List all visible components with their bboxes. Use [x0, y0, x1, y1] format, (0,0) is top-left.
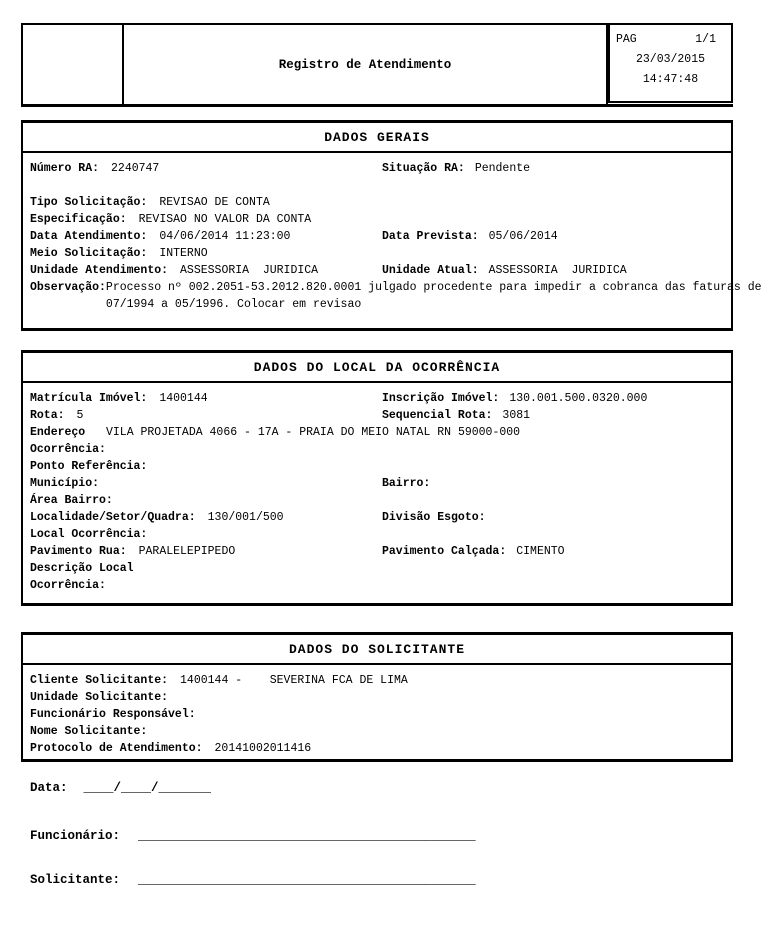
page-info-box [608, 23, 733, 103]
field-local-ocorrencia-label: Local Ocorrência: [30, 528, 148, 541]
field-pavimento-rua-value: PARALELEPIPEDO [138, 545, 236, 558]
field-rota [30, 407, 723, 424]
field-data-prevista [382, 228, 558, 245]
field-localidade-label: Localidade/Setor/Quadra: [30, 511, 196, 524]
report-title: Registro de Atendimento [278, 57, 452, 72]
field-localidade-value: 130/001/500 [207, 511, 284, 524]
field-inscricao-imovel-label: Inscrição Imóvel: [382, 392, 500, 405]
field-especificacao-value: REVISAO NO VALOR DA CONTA [138, 213, 312, 226]
field-local-ocorrencia [30, 526, 723, 543]
field-tipo-solicitacao-value: REVISAO DE CONTA [159, 196, 270, 209]
signature-funcionario-line: _____________________________________________ [138, 829, 476, 843]
field-matricula-imovel-value: 1400144 [159, 392, 208, 405]
section-body-local-ocorrencia [23, 383, 731, 594]
field-observacao-label: Observação: [30, 281, 106, 294]
field-observacao-value [106, 279, 762, 313]
field-nome-solicitante [30, 723, 723, 740]
field-bairro-label: Bairro: [382, 477, 431, 490]
field-bairro [382, 475, 430, 492]
signature-funcionario-label: Funcionário: [30, 829, 121, 843]
field-funcionario-responsavel [30, 706, 723, 723]
field-cliente-solicitante [30, 672, 723, 689]
signature-solicitante-row [30, 873, 476, 888]
field-inscricao-imovel [382, 390, 647, 407]
field-meio-solicitacao [30, 245, 723, 262]
field-sequencial-rota-value: 3081 [502, 409, 531, 422]
field-nome-solicitante-label: Nome Solicitante: [30, 725, 148, 738]
field-unidade-atendimento-label: Unidade Atendimento: [30, 264, 169, 277]
report-title-box [124, 23, 608, 104]
field-sequencial-rota-label: Sequencial Rota: [382, 409, 493, 422]
field-endereco-ocorrencia [30, 424, 723, 441]
field-endereco-label-line2: Ocorrência: [30, 443, 106, 456]
field-rota-value: 5 [76, 409, 84, 422]
field-localidade-setor-quadra [30, 509, 723, 526]
signature-solicitante-label: Solicitante: [30, 873, 121, 887]
field-numero-ra-label: Número RA: [30, 162, 100, 175]
field-unidade-solicitante-label: Unidade Solicitante: [30, 691, 169, 704]
field-matricula-imovel-label: Matrícula Imóvel: [30, 392, 148, 405]
section-dados-gerais [21, 120, 762, 331]
field-unidade-atual-label: Unidade Atual: [382, 264, 479, 277]
field-unidade-solicitante [30, 689, 723, 706]
field-numero-ra [30, 160, 723, 177]
field-unidade-atual [382, 262, 627, 279]
section-body-dados-gerais [23, 153, 762, 313]
field-funcionario-responsavel-label: Funcionário Responsável: [30, 708, 196, 721]
signature-funcionario-row [30, 829, 476, 844]
field-unidade-atendimento [30, 262, 723, 279]
signature-date-row [30, 781, 211, 796]
observacao-line-2: 07/1994 a 05/1996. Colocar em revisao [105, 298, 362, 311]
field-endereco-label-line1: Endereço [30, 426, 86, 439]
field-divisao-esgoto-label: Divisão Esgoto: [382, 511, 486, 524]
field-ponto-referencia [30, 458, 723, 475]
field-data-atendimento-label: Data Atendimento: [30, 230, 148, 243]
field-situacao-ra-value: Pendente [474, 162, 531, 175]
signature-date-label: Data: [30, 781, 68, 795]
field-numero-ra-value: 2240747 [111, 162, 160, 175]
observacao-line-1: Processo nº 002.2051-53.2012.820.0001 julgado procedente para impedir a cobranca das faturas de [105, 281, 762, 294]
field-ponto-referencia-label: Ponto Referência: [30, 460, 148, 473]
field-protocolo-atendimento-label: Protocolo de Atendimento: [30, 742, 203, 755]
field-observacao [30, 279, 762, 313]
field-area-bairro-label: Área Bairro: [30, 494, 113, 507]
signature-date-line: ____/____/_______ [83, 781, 212, 795]
field-municipio [30, 475, 723, 492]
print-date: 23/03/2015 [635, 53, 705, 66]
section-solicitante [21, 632, 733, 762]
report-header [21, 23, 733, 107]
field-pavimento-rua [30, 543, 723, 560]
field-cliente-solicitante-value: 1400144 - SEVERINA FCA DE LIMA [180, 674, 408, 687]
field-unidade-atual-value: ASSESSORIA JURIDICA [488, 264, 627, 277]
field-descricao-local-line2-row [30, 577, 723, 594]
section-title-solicitante: DADOS DO SOLICITANTE [23, 635, 731, 665]
field-cliente-solicitante-label: Cliente Solicitante: [30, 674, 169, 687]
field-endereco-label-line2-row [30, 441, 723, 458]
field-unidade-atendimento-value: ASSESSORIA JURIDICA [180, 264, 319, 277]
field-especificacao-label: Especificação: [30, 213, 127, 226]
field-pavimento-calcada [382, 543, 565, 560]
field-descricao-local-line1-row [30, 560, 723, 577]
field-descricao-local-label-line1: Descrição Local [30, 562, 134, 575]
pag-label: PAG [616, 33, 637, 46]
field-inscricao-imovel-value: 130.001.500.0320.000 [509, 392, 648, 405]
print-time: 14:47:48 [642, 73, 699, 86]
field-pavimento-calcada-value: CIMENTO [516, 545, 565, 558]
field-situacao-ra [382, 160, 530, 177]
field-data-prevista-value: 05/06/2014 [488, 230, 558, 243]
blank-line [30, 177, 723, 194]
field-protocolo-atendimento [30, 740, 723, 757]
field-sequencial-rota [382, 407, 530, 424]
field-data-prevista-label: Data Prevista: [382, 230, 479, 243]
field-tipo-solicitacao [30, 194, 723, 211]
field-situacao-ra-label: Situação RA: [382, 162, 465, 175]
field-especificacao [30, 211, 723, 228]
field-pavimento-rua-label: Pavimento Rua: [30, 545, 127, 558]
field-divisao-esgoto [382, 509, 486, 526]
field-endereco-value: VILA PROJETADA 4066 - 17A - PRAIA DO MEIO NATAL RN 59000-000 [106, 426, 521, 439]
field-area-bairro [30, 492, 723, 509]
section-body-solicitante [23, 665, 731, 757]
field-data-atendimento-value: 04/06/2014 11:23:00 [159, 230, 291, 243]
field-municipio-label: Município: [30, 477, 100, 490]
section-title-dados-gerais: DADOS GERAIS [23, 123, 731, 153]
field-rota-label: Rota: [30, 409, 65, 422]
logo-box [21, 23, 124, 104]
field-meio-solicitacao-value: INTERNO [159, 247, 208, 260]
field-data-atendimento [30, 228, 723, 245]
field-meio-solicitacao-label: Meio Solicitação: [30, 247, 148, 260]
page-number: 1/1 [695, 33, 716, 46]
field-pavimento-calcada-label: Pavimento Calçada: [382, 545, 507, 558]
page-number-row [610, 30, 731, 50]
field-matricula-imovel [30, 390, 723, 407]
field-tipo-solicitacao-label: Tipo Solicitação: [30, 196, 148, 209]
signature-solicitante-line: _____________________________________________ [138, 873, 476, 887]
field-descricao-local-label-line2: Ocorrência: [30, 579, 106, 592]
section-local-ocorrencia [21, 350, 733, 606]
section-title-local-ocorrencia: DADOS DO LOCAL DA OCORRÊNCIA [23, 353, 731, 383]
field-protocolo-atendimento-value: 20141002011416 [214, 742, 312, 755]
